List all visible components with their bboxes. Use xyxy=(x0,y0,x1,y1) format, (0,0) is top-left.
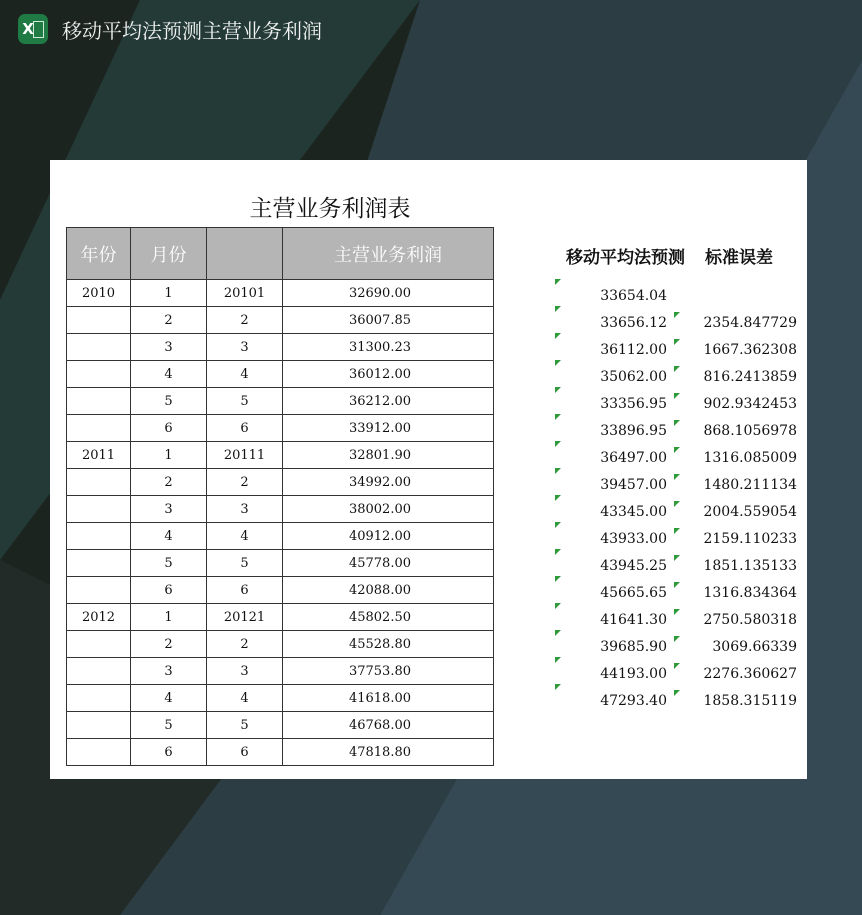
error-indicator-icon xyxy=(674,366,680,372)
cell-code[interactable]: 5 xyxy=(207,550,283,577)
error-indicator-icon xyxy=(674,501,680,507)
cell-month[interactable]: 4 xyxy=(131,361,207,388)
forecast-value[interactable]: 45665.65 xyxy=(600,585,667,601)
error-indicator-icon xyxy=(674,663,680,669)
cell-month[interactable]: 5 xyxy=(131,712,207,739)
forecast-value[interactable]: 39457.00 xyxy=(600,477,667,493)
stderr-value[interactable]: 1858.315119 xyxy=(703,693,797,709)
stderr-value[interactable]: 1667.362308 xyxy=(703,342,797,358)
error-indicator-icon xyxy=(555,495,561,501)
cell-profit[interactable]: 36007.85 xyxy=(283,307,494,334)
cell-year[interactable] xyxy=(67,523,131,550)
cell-code[interactable]: 6 xyxy=(207,577,283,604)
cell-month[interactable]: 1 xyxy=(131,280,207,307)
error-indicator-icon xyxy=(674,312,680,318)
table-row xyxy=(67,685,494,712)
cell-month[interactable]: 1 xyxy=(131,604,207,631)
header-profit[interactable]: 主营业务利润 xyxy=(283,228,494,280)
forecast-row xyxy=(555,446,795,473)
cell-profit[interactable]: 46768.00 xyxy=(283,712,494,739)
cell-profit[interactable]: 36012.00 xyxy=(283,361,494,388)
header-year[interactable]: 年份 xyxy=(67,228,131,280)
cell-profit[interactable]: 37753.80 xyxy=(283,658,494,685)
forecast-value[interactable]: 33656.12 xyxy=(600,315,667,331)
forecast-value[interactable]: 43345.00 xyxy=(600,504,667,520)
error-indicator-icon xyxy=(674,474,680,480)
table-row xyxy=(67,442,494,469)
cell-profit[interactable]: 45778.00 xyxy=(283,550,494,577)
stderr-value[interactable]: 1316.834364 xyxy=(703,585,797,601)
error-indicator-icon xyxy=(674,582,680,588)
cell-profit[interactable]: 47818.80 xyxy=(283,739,494,766)
cell-month[interactable]: 1 xyxy=(131,442,207,469)
table-row xyxy=(67,712,494,739)
forecast-row xyxy=(555,527,795,554)
forecast-value[interactable]: 43933.00 xyxy=(600,531,667,547)
forecast-row xyxy=(555,392,795,419)
cell-year[interactable] xyxy=(67,388,131,415)
forecast-row xyxy=(555,581,795,608)
header-month[interactable]: 月份 xyxy=(131,228,207,280)
forecast-row xyxy=(555,608,795,635)
forecast-row xyxy=(555,284,795,311)
cell-code[interactable]: 5 xyxy=(207,388,283,415)
table-header-row xyxy=(67,228,494,280)
cell-month[interactable]: 4 xyxy=(131,523,207,550)
stderr-value[interactable]: 2750.580318 xyxy=(703,612,797,628)
error-indicator-icon xyxy=(555,630,561,636)
cell-month[interactable]: 3 xyxy=(131,658,207,685)
cell-code[interactable]: 20111 xyxy=(207,442,283,469)
forecast-value[interactable]: 33356.95 xyxy=(600,396,667,412)
stderr-value[interactable]: 1851.135133 xyxy=(703,558,797,574)
forecast-row xyxy=(555,635,795,662)
stderr-value[interactable]: 1316.085009 xyxy=(703,450,797,466)
cell-profit[interactable]: 31300.23 xyxy=(283,334,494,361)
forecast-row xyxy=(555,473,795,500)
error-indicator-icon xyxy=(555,279,561,285)
table-row xyxy=(67,280,494,307)
cell-profit[interactable]: 40912.00 xyxy=(283,523,494,550)
cell-month[interactable]: 6 xyxy=(131,577,207,604)
cell-year[interactable] xyxy=(67,631,131,658)
cell-code[interactable]: 3 xyxy=(207,658,283,685)
table-row xyxy=(67,388,494,415)
error-indicator-icon xyxy=(555,441,561,447)
cell-month[interactable]: 3 xyxy=(131,334,207,361)
cell-profit[interactable]: 45528.80 xyxy=(283,631,494,658)
cell-profit[interactable]: 45802.50 xyxy=(283,604,494,631)
forecast-value[interactable]: 36112.00 xyxy=(600,342,667,358)
cell-year[interactable] xyxy=(67,739,131,766)
forecast-row xyxy=(555,662,795,689)
cell-profit[interactable]: 33912.00 xyxy=(283,415,494,442)
cell-profit[interactable]: 36212.00 xyxy=(283,388,494,415)
cell-year[interactable] xyxy=(67,361,131,388)
forecast-row xyxy=(555,500,795,527)
forecast-row xyxy=(555,689,795,716)
cell-profit[interactable]: 42088.00 xyxy=(283,577,494,604)
stderr-value[interactable]: 3069.66339 xyxy=(712,639,797,655)
forecast-column xyxy=(555,284,795,716)
cell-month[interactable]: 2 xyxy=(131,631,207,658)
stderr-value[interactable]: 2354.847729 xyxy=(703,315,797,331)
cell-code[interactable]: 4 xyxy=(207,685,283,712)
error-indicator-icon xyxy=(555,522,561,528)
error-indicator-icon xyxy=(674,636,680,642)
forecast-value[interactable]: 47293.40 xyxy=(600,693,667,709)
cell-code[interactable]: 2 xyxy=(207,307,283,334)
cell-profit[interactable]: 34992.00 xyxy=(283,469,494,496)
cell-month[interactable]: 6 xyxy=(131,415,207,442)
cell-profit[interactable]: 38002.00 xyxy=(283,496,494,523)
table-title: 主营业务利润表 xyxy=(249,196,411,222)
error-indicator-icon xyxy=(555,387,561,393)
error-indicator-icon xyxy=(674,528,680,534)
cell-month[interactable]: 3 xyxy=(131,496,207,523)
error-indicator-icon xyxy=(555,603,561,609)
forecast-row xyxy=(555,419,795,446)
table-row xyxy=(67,496,494,523)
cell-code[interactable]: 3 xyxy=(207,496,283,523)
cell-profit[interactable]: 32690.00 xyxy=(283,280,494,307)
cell-year[interactable] xyxy=(67,307,131,334)
forecast-value[interactable]: 41641.30 xyxy=(600,612,667,628)
excel-icon-letter: X xyxy=(22,20,34,38)
cell-year[interactable] xyxy=(67,658,131,685)
cell-year[interactable]: 2012 xyxy=(67,604,131,631)
error-indicator-icon xyxy=(674,609,680,615)
stderr-value[interactable]: 816.2413859 xyxy=(703,369,797,385)
forecast-value[interactable]: 33896.95 xyxy=(600,423,667,439)
table-row xyxy=(67,523,494,550)
error-indicator-icon xyxy=(674,555,680,561)
cell-code[interactable]: 3 xyxy=(207,334,283,361)
table-row xyxy=(67,550,494,577)
forecast-row xyxy=(555,365,795,392)
stderr-value[interactable]: 2276.360627 xyxy=(703,666,797,682)
cell-year[interactable]: 2011 xyxy=(67,442,131,469)
cell-year[interactable] xyxy=(67,496,131,523)
cell-year[interactable] xyxy=(67,415,131,442)
error-indicator-icon xyxy=(674,393,680,399)
stderr-value[interactable]: 2004.559054 xyxy=(703,504,797,520)
cell-month[interactable]: 6 xyxy=(131,739,207,766)
cell-code[interactable]: 2 xyxy=(207,469,283,496)
forecast-value[interactable]: 36497.00 xyxy=(600,450,667,466)
error-indicator-icon xyxy=(555,684,561,690)
cell-code[interactable]: 4 xyxy=(207,523,283,550)
cell-year[interactable] xyxy=(67,577,131,604)
cell-month[interactable]: 4 xyxy=(131,685,207,712)
document-title: 移动平均法预测主营业务利润 xyxy=(62,19,322,43)
error-indicator-icon xyxy=(555,657,561,663)
error-indicator-icon xyxy=(555,414,561,420)
cell-code[interactable]: 6 xyxy=(207,415,283,442)
cell-code[interactable]: 20121 xyxy=(207,604,283,631)
stderr-value[interactable]: 868.1056978 xyxy=(703,423,797,439)
error-indicator-icon xyxy=(674,690,680,696)
table-row xyxy=(67,739,494,766)
header-code[interactable] xyxy=(207,228,283,280)
cell-year[interactable] xyxy=(67,712,131,739)
cell-year[interactable] xyxy=(67,334,131,361)
cell-code[interactable]: 4 xyxy=(207,361,283,388)
error-indicator-icon xyxy=(674,447,680,453)
cell-year[interactable]: 2010 xyxy=(67,280,131,307)
cell-year[interactable] xyxy=(67,685,131,712)
forecast-row xyxy=(555,311,795,338)
forecast-value[interactable]: 33654.04 xyxy=(600,288,667,304)
forecast-value[interactable]: 35062.00 xyxy=(600,369,667,385)
error-indicator-icon xyxy=(555,333,561,339)
stderr-value[interactable]: 902.9342453 xyxy=(703,396,797,412)
cell-profit[interactable]: 41618.00 xyxy=(283,685,494,712)
table-row xyxy=(67,334,494,361)
profit-table xyxy=(66,227,494,766)
forecast-row xyxy=(555,554,795,581)
cell-year[interactable] xyxy=(67,469,131,496)
table-row xyxy=(67,577,494,604)
error-indicator-icon xyxy=(555,549,561,555)
stderr-value[interactable]: 1480.211134 xyxy=(703,477,797,493)
stderr-header[interactable]: 标准误差 xyxy=(705,248,773,268)
cell-month[interactable]: 2 xyxy=(131,307,207,334)
cell-code[interactable]: 2 xyxy=(207,631,283,658)
cell-month[interactable]: 5 xyxy=(131,550,207,577)
forecast-header[interactable]: 移动平均法预测 xyxy=(566,248,685,268)
table-row xyxy=(67,361,494,388)
error-indicator-icon xyxy=(555,360,561,366)
error-indicator-icon xyxy=(674,420,680,426)
table-row xyxy=(67,307,494,334)
cell-month[interactable]: 2 xyxy=(131,469,207,496)
table-row xyxy=(67,658,494,685)
cell-month[interactable]: 5 xyxy=(131,388,207,415)
table-row xyxy=(67,415,494,442)
title-bar xyxy=(0,0,862,60)
error-indicator-icon xyxy=(555,468,561,474)
cell-profit[interactable]: 32801.90 xyxy=(283,442,494,469)
error-indicator-icon xyxy=(555,576,561,582)
error-indicator-icon xyxy=(674,339,680,345)
forecast-value[interactable]: 44193.00 xyxy=(600,666,667,682)
cell-year[interactable] xyxy=(67,550,131,577)
cell-code[interactable]: 6 xyxy=(207,739,283,766)
table-row xyxy=(67,604,494,631)
forecast-value[interactable]: 39685.90 xyxy=(600,639,667,655)
table-row xyxy=(67,469,494,496)
forecast-value[interactable]: 43945.25 xyxy=(600,558,667,574)
stderr-value[interactable]: 2159.110233 xyxy=(703,531,797,547)
excel-icon xyxy=(18,14,48,44)
cell-code[interactable]: 5 xyxy=(207,712,283,739)
error-indicator-icon xyxy=(555,306,561,312)
forecast-row xyxy=(555,338,795,365)
cell-code[interactable]: 20101 xyxy=(207,280,283,307)
table-row xyxy=(67,631,494,658)
spreadsheet-sheet xyxy=(50,160,807,779)
